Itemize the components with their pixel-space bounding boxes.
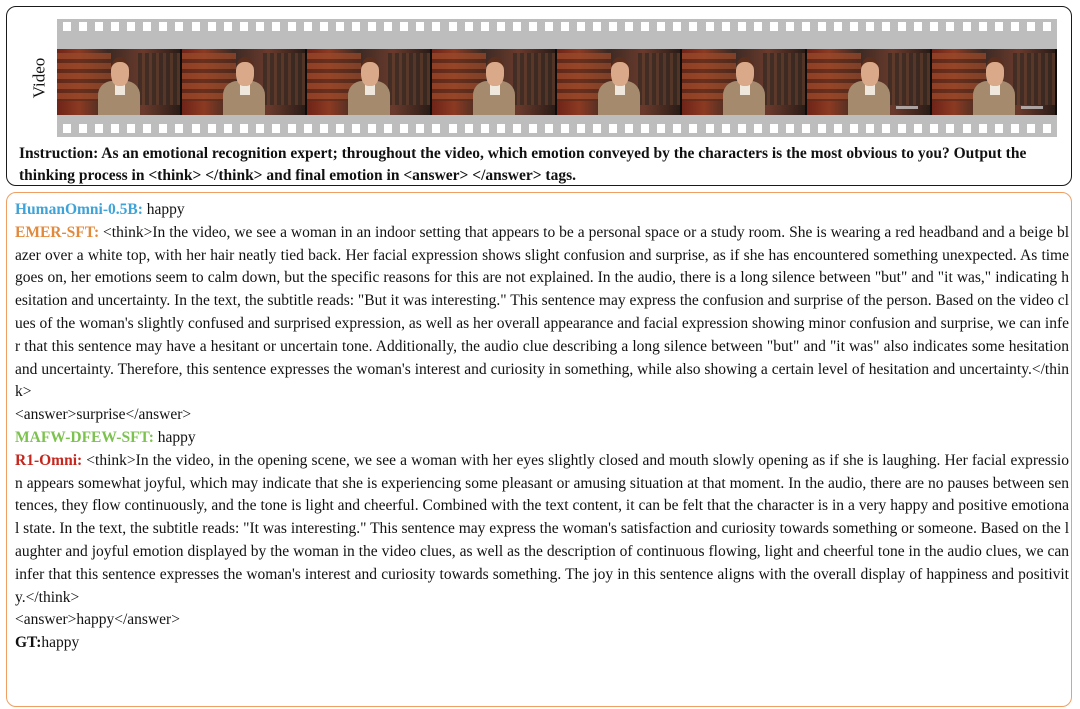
film-hole — [320, 124, 328, 133]
film-hole — [224, 22, 232, 31]
film-hole — [882, 22, 890, 31]
film-hole — [143, 124, 151, 133]
film-hole — [1011, 22, 1019, 31]
film-hole — [432, 22, 440, 31]
film-hole — [159, 124, 167, 133]
film-hole — [416, 22, 424, 31]
film-hole — [352, 22, 360, 31]
film-hole — [770, 124, 778, 133]
humanomni-label: HumanOmni-0.5B: — [15, 201, 143, 218]
film-hole — [689, 124, 697, 133]
film-hole — [818, 22, 826, 31]
r1-answer: <answer>happy</answer> — [15, 611, 180, 629]
film-hole — [963, 124, 971, 133]
film-hole — [561, 124, 569, 133]
film-hole — [818, 124, 826, 133]
film-hole — [754, 124, 762, 133]
emer-response — [15, 222, 1069, 404]
film-hole — [79, 22, 87, 31]
film-hole — [866, 124, 874, 133]
film-hole — [352, 124, 360, 133]
humanomni-answer: happy — [142, 201, 185, 218]
film-hole — [609, 124, 617, 133]
video-frame — [307, 49, 432, 115]
frame-head — [861, 57, 879, 86]
film-hole — [979, 124, 987, 133]
film-hole — [336, 22, 344, 31]
film-hole — [545, 22, 553, 31]
film-holes-bottom — [63, 124, 1051, 134]
film-hole — [689, 22, 697, 31]
film-hole — [802, 124, 810, 133]
video-label — [21, 25, 57, 131]
film-hole — [79, 124, 87, 133]
video-frame — [182, 49, 307, 115]
film-hole — [930, 124, 938, 133]
film-hole — [432, 124, 440, 133]
r1-response — [15, 450, 1069, 610]
film-hole — [930, 22, 938, 31]
film-hole — [1043, 124, 1051, 133]
frame-head — [486, 57, 504, 86]
gt-response — [15, 632, 1069, 655]
mafw-response — [15, 427, 1069, 450]
r1-think: <think>In the video, in the opening scene, we see a woman with her eyes slightly closed and mouth slowly opening as if she is laughing. Her facial expression appears somewhat joyful, which may indicate that she is experiencing some pleasant or amusing situation at that moment. In the audio, there are no pauses between sentences, they flow continuously, and the tone is light and cheerful. Combined with the text content, it can be felt that the character is in a very happy and positive emotional state. In the text, the subtitle reads: "It was interesting." This sentence may express the woman's satisfaction and curiosity towards something or someone. Based on the laughter and joyful emotion displayed by the woman in the video clues, as well as the description of continuous flowing, light and cheerful tone in the audio clues, we can infer that this sentence expresses the woman's interest and curiosity towards something. The joy in this sentence aligns with the overall display of happiness and positivity.</think> — [15, 451, 1069, 606]
frame-subtitle — [896, 106, 918, 109]
film-hole — [224, 124, 232, 133]
film-hole — [673, 124, 681, 133]
film-hole — [400, 22, 408, 31]
film-hole — [561, 22, 569, 31]
film-hole — [465, 124, 473, 133]
film-hole — [481, 124, 489, 133]
film-hole — [272, 124, 280, 133]
film-hole — [625, 22, 633, 31]
frame-shelf2 — [513, 53, 555, 105]
film-hole — [192, 22, 200, 31]
film-hole — [320, 22, 328, 31]
film-hole — [208, 124, 216, 133]
film-hole — [722, 22, 730, 31]
responses-content — [15, 199, 1069, 655]
film-hole — [850, 22, 858, 31]
film-hole — [577, 22, 585, 31]
film-hole — [159, 22, 167, 31]
film-hole — [738, 22, 746, 31]
video-frame — [807, 49, 932, 115]
film-hole — [449, 22, 457, 31]
film-hole — [288, 124, 296, 133]
film-hole — [706, 22, 714, 31]
film-hole — [1027, 124, 1035, 133]
film-hole — [240, 22, 248, 31]
film-hole — [288, 22, 296, 31]
film-hole — [834, 124, 842, 133]
frame-head — [736, 57, 754, 86]
frame-shelf2 — [138, 53, 180, 105]
film-hole — [593, 124, 601, 133]
video-frame — [682, 49, 807, 115]
film-hole — [882, 124, 890, 133]
film-hole — [979, 22, 987, 31]
film-hole — [336, 124, 344, 133]
film-hole — [898, 22, 906, 31]
film-hole — [368, 22, 376, 31]
film-hole — [834, 22, 842, 31]
film-hole — [384, 22, 392, 31]
film-hole — [995, 22, 1003, 31]
film-hole — [127, 22, 135, 31]
film-hole — [175, 124, 183, 133]
video-frame — [557, 49, 682, 115]
film-hole — [657, 22, 665, 31]
film-hole — [175, 22, 183, 31]
film-hole — [706, 124, 714, 133]
instruction-text: Instruction: As an emotional recognition expert; throughout the video, which emotion conveyed by the characters is the most obvious to you? Output the thinking process in <think> </think> and final emotion in <answer> </answer> tags. — [19, 145, 1027, 184]
frame-head — [986, 57, 1004, 86]
film-hole — [416, 124, 424, 133]
film-hole — [513, 124, 521, 133]
film-hole — [946, 22, 954, 31]
film-hole — [95, 22, 103, 31]
mafw-label: MAFW-DFEW-SFT: — [15, 428, 154, 446]
film-hole — [1011, 124, 1019, 133]
film-hole — [256, 22, 264, 31]
video-filmstrip — [57, 19, 1057, 137]
film-hole — [850, 124, 858, 133]
film-hole — [625, 124, 633, 133]
responses-panel — [6, 192, 1072, 707]
frame-head — [611, 57, 629, 86]
film-hole — [609, 22, 617, 31]
frame-head — [236, 57, 254, 86]
film-hole — [497, 124, 505, 133]
film-hole — [208, 22, 216, 31]
film-hole — [111, 22, 119, 31]
film-hole — [304, 124, 312, 133]
film-hole — [513, 22, 521, 31]
frame-head — [111, 57, 129, 86]
film-hole — [802, 22, 810, 31]
video-frame — [932, 49, 1057, 115]
film-hole — [866, 22, 874, 31]
film-hole — [400, 124, 408, 133]
film-hole — [995, 124, 1003, 133]
film-hole — [497, 22, 505, 31]
film-hole — [593, 22, 601, 31]
film-hole — [754, 22, 762, 31]
video-frame — [432, 49, 557, 115]
film-hole — [786, 22, 794, 31]
instruction-panel — [6, 6, 1072, 186]
gt-label: GT: — [15, 634, 42, 652]
film-hole — [1043, 22, 1051, 31]
frame-head — [361, 57, 379, 86]
film-hole — [192, 124, 200, 133]
film-hole — [738, 124, 746, 133]
film-holes-top — [63, 22, 1051, 32]
frame-shelf2 — [1013, 53, 1055, 105]
film-hole — [577, 124, 585, 133]
film-hole — [914, 22, 922, 31]
r1-label: R1-Omni: — [15, 451, 83, 469]
frame-shelf2 — [638, 53, 680, 105]
film-hole — [63, 22, 71, 31]
frame-shelf2 — [763, 53, 805, 105]
film-hole — [898, 124, 906, 133]
film-hole — [1027, 22, 1035, 31]
film-hole — [449, 124, 457, 133]
emer-label: EMER-SFT: — [15, 223, 100, 241]
film-hole — [111, 124, 119, 133]
film-hole — [384, 124, 392, 133]
film-hole — [368, 124, 376, 133]
emer-think: <think>In the video, we see a woman in an indoor setting that appears to be a personal space or a study room. She is wearing a red headband and a beige blazer over a white top, with her hair neatly tied back. Her facial expression shows slight confusion and surprise, as if she has encountered something unexpected. As time goes on, her emotions seem to calm down, but the specific reasons for this are not explained. In the audio, there is a long silence between "but" and "it was," indicating hesitation and uncertainty. In the text, the subtitle reads: "But it was interesting." This sentence may express the confusion and surprise of the person. Based on the video clues of the woman's slightly confused and surprised expression, as well as her overall appearance and facial expression showing minor confusion and surprise, we can infer that this sentence may have a hesitant or uncertain tone. Additionally, the audio clue describing a long silence between "but" and "it was" also indicates some hesitation and uncertainty. Therefore, this sentence expresses the woman's interest and curiosity in something, while also showing a certain level of hesitation and uncertainty.</think> — [15, 223, 1069, 401]
film-hole — [143, 22, 151, 31]
film-hole — [963, 22, 971, 31]
film-hole — [770, 22, 778, 31]
film-hole — [95, 124, 103, 133]
humanomni-response — [15, 199, 1069, 222]
film-hole — [529, 124, 537, 133]
film-hole — [914, 124, 922, 133]
film-hole — [465, 22, 473, 31]
gt-answer: happy — [41, 634, 80, 652]
video-frames — [57, 49, 1057, 115]
frame-shelf2 — [388, 53, 430, 105]
film-hole — [786, 124, 794, 133]
film-hole — [641, 22, 649, 31]
mafw-answer: happy — [153, 428, 196, 446]
film-hole — [722, 124, 730, 133]
film-hole — [641, 124, 649, 133]
video-label-text: Video — [29, 57, 48, 99]
film-hole — [545, 124, 553, 133]
frame-shelf2 — [263, 53, 305, 105]
emer-answer: <answer>surprise</answer> — [15, 406, 192, 424]
film-hole — [481, 22, 489, 31]
video-frame — [57, 49, 182, 115]
frame-shelf2 — [888, 53, 930, 105]
film-hole — [256, 124, 264, 133]
frame-subtitle — [1021, 106, 1043, 109]
film-hole — [529, 22, 537, 31]
film-hole — [272, 22, 280, 31]
film-hole — [127, 124, 135, 133]
film-hole — [240, 124, 248, 133]
film-hole — [657, 124, 665, 133]
film-hole — [63, 124, 71, 133]
film-hole — [946, 124, 954, 133]
film-hole — [304, 22, 312, 31]
film-hole — [673, 22, 681, 31]
